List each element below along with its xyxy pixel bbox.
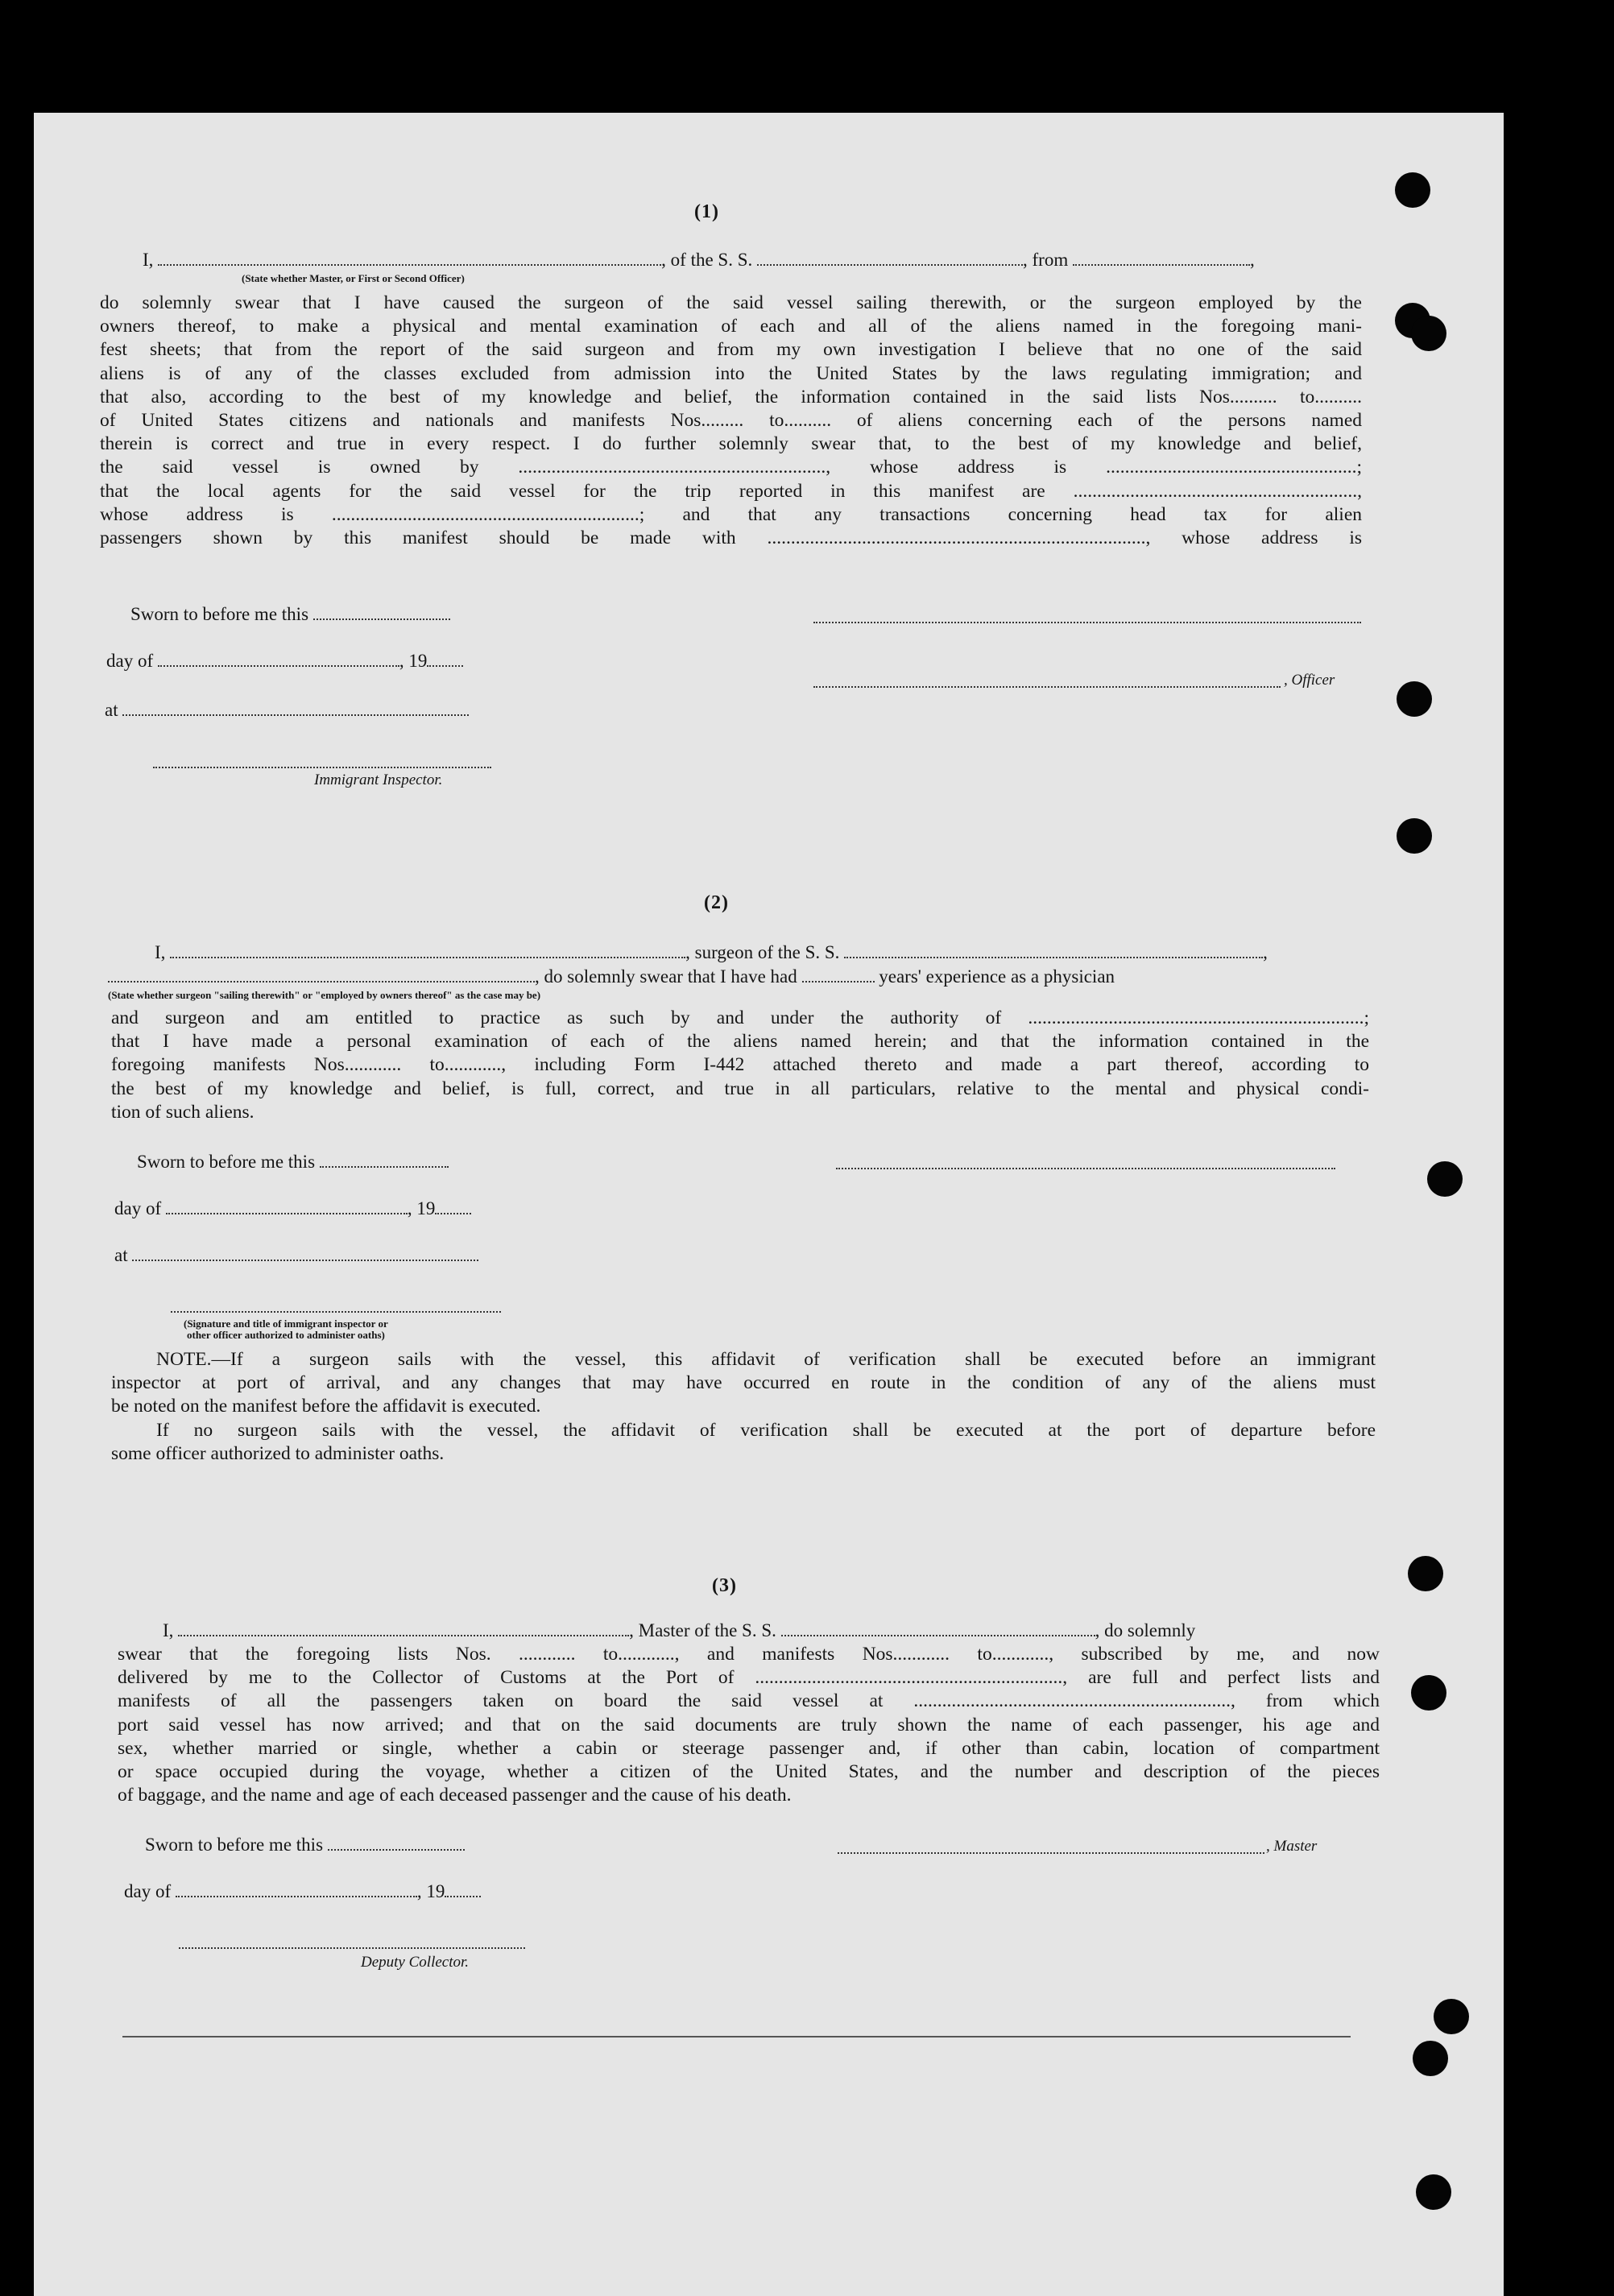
inspector-signature-line [153, 767, 491, 768]
punch-hole [1395, 172, 1430, 208]
para-line: aliens is of any of the classes excluded from admission into the United States by the laws regulating immigration; and [100, 362, 1362, 384]
section-3-line-1 [163, 1619, 1195, 1643]
note-line: be noted on the manifest before the affidavit is executed. [111, 1396, 541, 1417]
para-line: tion of such aliens. [111, 1101, 255, 1123]
para-line: or space occupied during the voyage, whether a citizen of the United States, and the number and description of the pieces [118, 1761, 1380, 1783]
punch-hole [1397, 818, 1432, 854]
punch-hole [1411, 1675, 1446, 1711]
bottom-rule [122, 2036, 1351, 2037]
day-of-line [124, 1880, 481, 1904]
para-line: do solemnly swear that I have caused the surgeon of the said vessel sailing therewith, or the surgeon employed by the [100, 292, 1362, 313]
signature-caption: (Signature and title of immigrant inspector or [184, 1318, 388, 1330]
year-label: , 19 [399, 651, 428, 671]
para-line: the best of my knowledge and belief, is full, correct, and true in all particulars, relative to the mental and physical condi- [111, 1078, 1369, 1099]
at-label: at [105, 700, 118, 720]
para-line: delivered by me to the Collector of Customs at the Port of ................................................................., are full and perfect lists and [118, 1667, 1380, 1689]
para-line: therein is correct and true in every respect. I do further solemnly swear that, to the best of my knowledge and belief, [100, 433, 1362, 455]
sworn-label: Sworn to before me this [130, 604, 309, 624]
collector-label: Deputy Collector. [361, 1954, 470, 1971]
section-1-caption: (State whether Master, or First or Second Officer) [242, 272, 465, 284]
day-of-label: day of [106, 651, 154, 671]
para-line: passengers shown by this manifest should be made with ................................................................................, whose address is [100, 527, 1362, 549]
inspector-label: Immigrant Inspector. [314, 772, 443, 788]
officer-line [813, 686, 1281, 688]
sworn-line [145, 1833, 465, 1857]
para-line: whose address is .................................................................; and that any transactions concerning head tax for alien [100, 503, 1362, 525]
punch-hole [1416, 2174, 1451, 2210]
note-paragraph [111, 1348, 1376, 1466]
signature-caption: other officer authorized to administer oaths) [187, 1329, 385, 1341]
collector-signature-line [179, 1947, 525, 1949]
sworn-label: Sworn to before me this [137, 1152, 316, 1172]
master-label: , Master [1266, 1838, 1318, 1855]
officer-signature-line [813, 622, 1361, 623]
section-2-line-2 [108, 965, 1115, 989]
sworn-label: Sworn to before me this [145, 1835, 324, 1855]
section-1-number: (1) [694, 201, 719, 222]
para-line: that the local agents for the said vessel for the trip reported in this manifest are ............................................................, [100, 480, 1362, 502]
para-line: that also, according to the best of my knowledge and belief, the information contained in the said lists Nos.......... to.......... [100, 386, 1362, 407]
surgeon-signature-line [836, 1168, 1335, 1169]
section-3-number: (3) [712, 1575, 737, 1596]
label-of-ss: , of the S. S. [661, 250, 753, 270]
label-from: , from [1023, 250, 1069, 270]
para-line: of United States citizens and nationals and manifests Nos......... to.......... of aliens concerning each of the persons named [100, 410, 1362, 432]
punch-hole [1413, 2041, 1448, 2076]
day-of-line [114, 1197, 471, 1221]
punch-hole [1411, 316, 1446, 351]
label-swear: , do solemnly [1095, 1620, 1196, 1640]
para-line: that I have made a personal examination of each of the aliens named herein; and that the information contained in the [111, 1031, 1369, 1053]
punch-hole [1408, 1556, 1443, 1591]
comma: , [1263, 942, 1268, 962]
punch-hole [1434, 1999, 1469, 2034]
note-line: If no surgeon sails with the vessel, the affidavit of verification shall be executed at the port of departure before [156, 1419, 1376, 1441]
sworn-line [130, 602, 450, 627]
section-2-number: (2) [704, 892, 729, 913]
at-label: at [114, 1245, 128, 1265]
day-of-label: day of [114, 1198, 162, 1218]
label-i: I, [143, 250, 154, 270]
para-line: owners thereof, to make a physical and mental examination of each and all of the aliens named in the foregoing mani- [100, 316, 1362, 337]
label-i: I, [163, 1620, 174, 1640]
year-label: , 19 [407, 1198, 436, 1218]
at-line [114, 1243, 478, 1268]
punch-hole [1427, 1161, 1463, 1197]
para-line: port said vessel has now arrived; and that on the said documents are truly shown the name of each passenger, his age and [118, 1714, 1380, 1735]
para-line: manifests of all the passengers taken on board the said vessel at ..................................................................., from which [118, 1690, 1380, 1712]
note-line: some officer authorized to administer oaths. [111, 1442, 445, 1464]
para-line: foregoing manifests Nos............ to............, including Form I-442 attached thereto and made a part thereof, according to [111, 1054, 1369, 1076]
para-line: sex, whether married or single, whether a cabin or steerage passenger and, if other than cabin, location of compartment [118, 1737, 1380, 1759]
section-2-paragraph [111, 1007, 1369, 1124]
comma: , [1249, 250, 1255, 270]
para-line: swear that the foregoing lists Nos. ............ to............, and manifests Nos............ to............, subscribed by me, and now [118, 1644, 1380, 1665]
para-line: the said vessel is owned by ................................................................., whose address is .....................................................; [100, 457, 1362, 478]
manifest-page [34, 113, 1504, 2296]
inspector-signature-line [171, 1311, 501, 1313]
day-of-line [106, 649, 463, 673]
label-surgeon-ss: , surgeon of the S. S. [685, 942, 840, 962]
label-swear: , do solemnly swear that I have had [535, 966, 797, 987]
section-1-line-1 [143, 248, 1255, 272]
at-line [105, 698, 469, 722]
day-of-label: day of [124, 1881, 172, 1901]
para-line: fest sheets; that from the report of the said surgeon and from my own investigation I believe that no one of the said [100, 339, 1362, 361]
note-line: inspector at port of arrival, and any changes that may have occurred en route in the condition of any of the aliens must [111, 1372, 1376, 1394]
para-line: of baggage, and the name and age of each deceased passenger and the cause of his death. [118, 1785, 792, 1806]
note-line: NOTE.—If a surgeon sails with the vessel, this affidavit of verification shall be executed before an immigrant [156, 1349, 1376, 1370]
label-years: years' experience as a physician [879, 966, 1115, 987]
section-2-line-1 [155, 941, 1268, 965]
para-line: and surgeon and am entitled to practice as such by and under the authority of .......................................................................; [111, 1007, 1369, 1028]
sworn-line [137, 1150, 449, 1174]
label-i: I, [155, 942, 166, 962]
section-1-paragraph [100, 292, 1362, 550]
section-2-caption: (State whether surgeon "sailing therewith" or "employed by owners thereof" as the case may be) [108, 989, 541, 1001]
section-3-paragraph [118, 1643, 1380, 1807]
punch-hole [1397, 681, 1432, 717]
year-label: , 19 [416, 1881, 445, 1901]
label-master-ss: , Master of the S. S. [629, 1620, 776, 1640]
master-signature-line [838, 1852, 1264, 1854]
officer-label: , Officer [1284, 672, 1335, 689]
